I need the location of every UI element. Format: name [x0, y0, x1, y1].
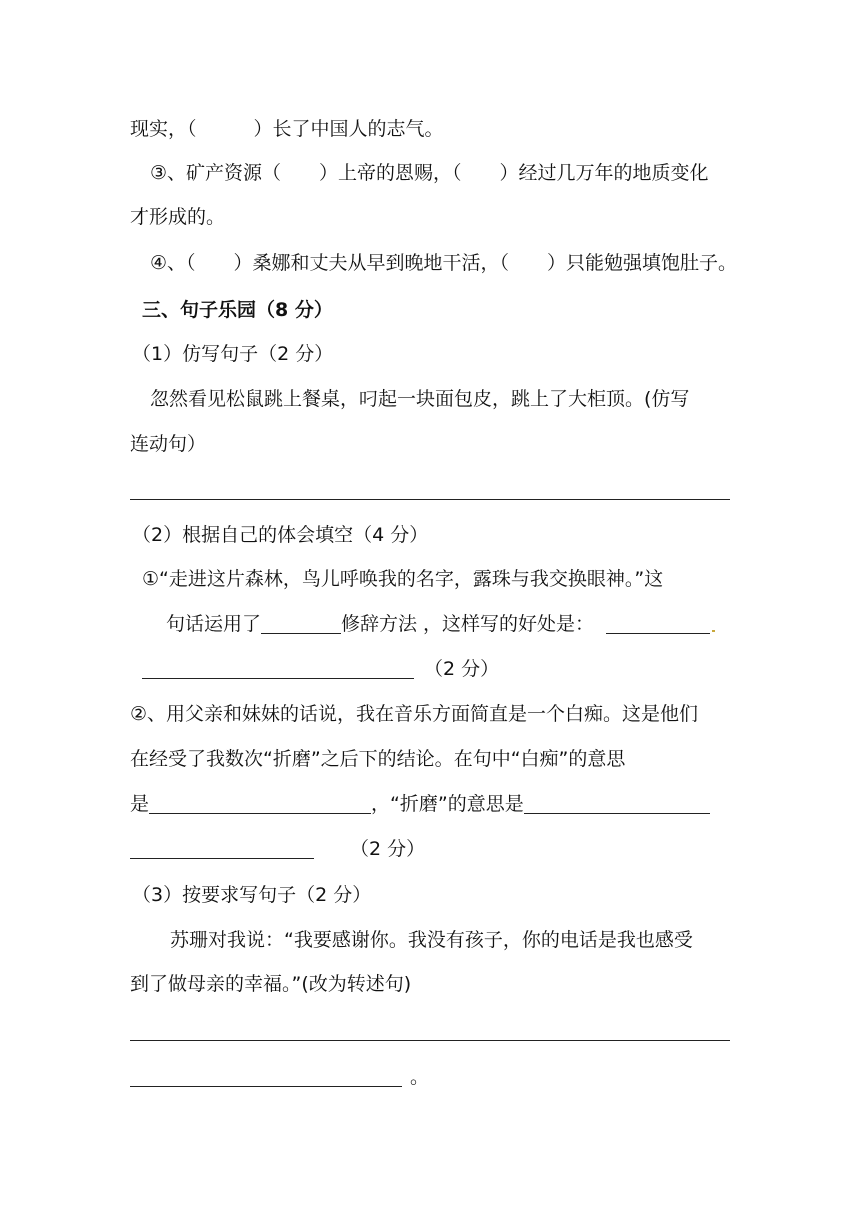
part-1-text-a: 忽然看见松鼠跳上餐桌，叼起一块面包皮，跳上了大柜顶。(仿写	[150, 388, 690, 410]
part-3-answer-line-b[interactable]	[130, 1066, 402, 1087]
zhemo-meaning-blank-a[interactable]	[524, 793, 710, 814]
q2-item-4: ④、（ ）桑娜和丈夫从早到晚地干活，（ ）只能勉强填饱肚子。	[150, 252, 738, 274]
part-2-item-1-line-b	[166, 611, 710, 637]
stray-mark	[712, 630, 715, 632]
section-3-title: 三、句子乐园（8 分）	[142, 299, 333, 321]
part-3-answer-line-a[interactable]	[130, 1040, 730, 1041]
part-1-answer-line[interactable]	[130, 499, 730, 500]
part-3-text-b: 到了做母亲的幸福。”(改为转述句)	[130, 973, 412, 995]
part-2-item-2-line-b: 在经受了我数次“折磨”之后下的结论。在句中“白痴”的意思	[130, 748, 626, 770]
q2-item-3-line-b: 才形成的。	[130, 206, 226, 228]
benefit-blank-b[interactable]	[142, 658, 414, 679]
item-1-text-mid: 修辞方法 ，这样写的好处是：	[341, 613, 595, 635]
part-2-item-2-line-c	[130, 791, 710, 817]
item-2-score: （2 分）	[350, 838, 426, 860]
part-2-item-2-line-a: ②、用父亲和妹妹的话说，我在音乐方面简直是一个白痴。这是他们	[130, 703, 699, 725]
rhetoric-blank[interactable]	[261, 613, 341, 634]
item-2-text-mid: ，“折磨”的意思是	[371, 793, 524, 815]
zhemo-meaning-blank-b[interactable]	[130, 838, 314, 859]
part-3-text-a: 苏珊对我说：“我要感谢你。我没有孩子，你的电话是我也感受	[170, 929, 693, 951]
part-1-text-b: 连动句）	[130, 433, 207, 455]
part-3-answer-line-b-row	[130, 1064, 429, 1090]
part-3-end-mark: 。	[410, 1066, 430, 1088]
part-3-title: （3）按要求写句子（2 分）	[132, 884, 372, 906]
item-1-score: （2 分）	[424, 658, 500, 680]
q2-item-3-line-a: ③、矿产资源（ ）上帝的恩赐，（ ）经过几万年的地质变化	[150, 162, 709, 184]
part-2-item-2-line-d	[130, 836, 425, 862]
item-2-text-pre: 是	[130, 793, 150, 815]
benefit-blank-a[interactable]	[606, 613, 710, 634]
q2-line-a: 现实，（ ）长了中国人的志气。	[130, 118, 444, 140]
baichi-meaning-blank[interactable]	[149, 793, 371, 814]
part-2-item-1-line-a: ①“走进这片森林，鸟儿呼唤我的名字，露珠与我交换眼神。”这	[142, 568, 664, 590]
part-2-item-1-line-c	[142, 656, 499, 682]
part-2-title: （2）根据自己的体会填空（4 分）	[132, 524, 429, 546]
part-1-title: （1）仿写句子（2 分）	[132, 343, 334, 365]
item-1-text-pre: 句话运用了	[166, 613, 262, 635]
